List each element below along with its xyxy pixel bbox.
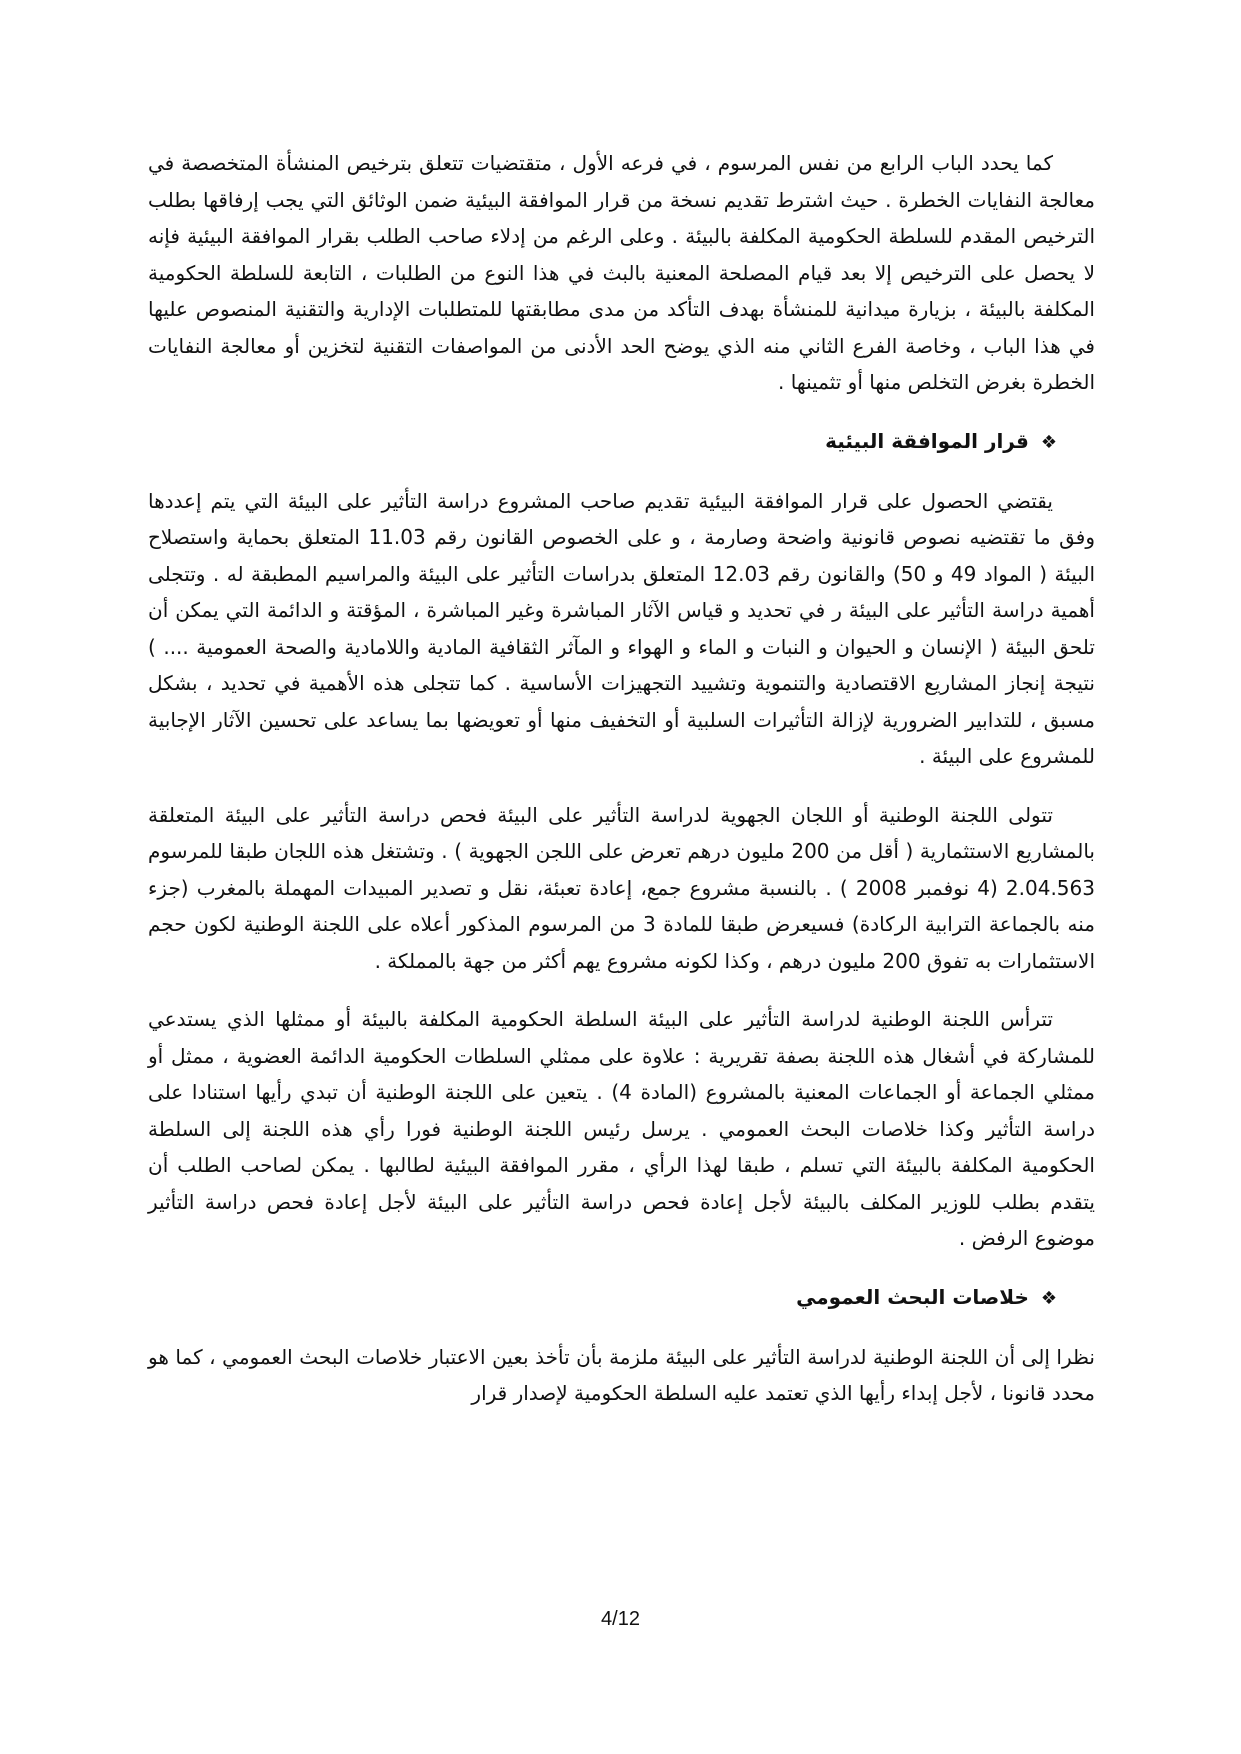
paragraph-national-committee: تترأس اللجنة الوطنية لدراسة التأثير على البيئة السلطة الحكومية المكلفة بالبيئة أو ممثلها الذي يستدعي للمشاركة في أشغال هذه اللجنة بصفة تقريرية : علاوة على ممثلي السلطات الحكومية الدائمة العضوية ، ممثل أو ممثلي الجماعة أو الجماعات المعنية بالمشروع (المادة 4) . يتعين على اللجنة الوطنية أن تبدي رأيها استنادا على دراسة التأثير وكذا خلاصات البحث العمومي . يرسل رئيس اللجنة الوطنية فورا رأي هذه اللجنة إلى السلطة الحكومية المكلفة بالبيئة التي تسلم ، طبقا لهذا الرأي ، مقرر الموافقة البيئية لطالبها . يمكن لصاحب الطلب أن يتقدم بطلب للوزير المكلف بالبيئة لأجل إعادة فحص دراسة التأثير على البيئة لأجل إعادة فحص دراسة التأثير موضوع الرفض . xyxy=(148,1007,1096,1250)
section-heading-label: قرار الموافقة البيئية xyxy=(825,428,1029,453)
section-heading-public-inquiry xyxy=(148,1279,1095,1317)
diamond-bullet-icon: ❖ xyxy=(1040,431,1057,453)
paragraph-impact-study: يقتضي الحصول على قرار الموافقة البيئية تقديم صاحب المشروع دراسة التأثير على البيئة التي يتم إعددها وفق ما تقتضيه نصوص قانونية واضحة وصارمة ، و على الخصوص القانون رقم 11.03 المتعلق بحماية واستصلاح البيئة ( المواد 49 و 50) والقانون رقم 12.03 المتعلق بدراسات التأثير على البيئة والمراسيم المطبقة له . وتتجلى أهمية دراسة التأثير على البيئة ر في تحديد و قياس الآثار المباشرة وغير المباشرة ، المؤقتة و الدائمة التي يمكن أن تلحق البيئة ( الإنسان و الحيوان و النبات و الماء و الهواء و المآثر الثقافية المادية واللامادية والصحة العمومية .... ) نتيجة إنجاز المشاريع الاقتصادية والتنموية وتشييد التجهيزات الأساسية . كما تتجلى هذه الأهمية في تحديد ، بشكل مسبق ، للتدابير الضرورية لإزالة التأثيرات السلبية أو التخفيف منها أو تعويضها بما يساعد على تحسين الآثار الإجابية للمشروع على البيئة . xyxy=(148,488,1096,768)
section-heading-environmental-approval xyxy=(148,423,1095,461)
diamond-bullet-icon: ❖ xyxy=(1040,1287,1057,1309)
paragraph-licensing: كما يحدد الباب الرابع من نفس المرسوم ، في فرعه الأول ، متقتضيات تتعلق بترخيص المنشأة المتخصصة في معالجة النفايات الخطرة . حيث اشترط تقديم نسخة من قرار الموافقة البيئية ضمن الوثائق التي يجب إرفاقها بطلب الترخيص المقدم للسلطة الحكومية المكلفة بالبيئة . وعلى الرغم من إدلاء صاحب الطلب بقرار الموافقة البيئية فإنه لا يحصل على الترخيص إلا بعد قيام المصلحة المعنية بالبث في هذا النوع من الطلبات ، التابعة للسلطة الحكومية المكلفة بالبيئة ، بزيارة ميدانية للمنشأة بهدف التأكد من مدى مطابقتها للمتطلبات الإدارية والتقنية المنصوص عليها في هذا الباب ، وخاصة الفرع الثاني منه الذي يوضح الحد الأدنى من المواصفات التقنية لتخزين أو معالجة النفايات الخطرة بغرض التخلص منها أو تثمينها . xyxy=(148,151,1095,394)
page-number: 4/12 xyxy=(601,1608,640,1630)
paragraph-public-inquiry: نظرا إلى أن اللجنة الوطنية لدراسة التأثير على البيئة ملزمة بأن تأخذ بعين الاعتبار خلاصات البحث العمومي ، كما هو محدد قانونا ، لأجل إبداء رأيها الذي تعتمد عليه السلطة الحكومية لإصدار قرار xyxy=(148,1344,1095,1405)
paragraph-committees: تتولى اللجنة الوطنية أو اللجان الجهوية لدراسة التأثير على البيئة فحص دراسة التأثير على البيئة المتعلقة بالمشاريع الاستثمارية ( أقل من 200 مليون درهم تعرض على اللجن الجهوية ) . وتشتغل هذه اللجان طبقا للمرسوم 2.04.563 (4 نوفمبر 2008 ) . بالنسبة مشروع جمع، إعادة تعبئة، نقل و تصدير المبيدات المهملة بالمغرب (جزء منه بالجماعة الترابية الركادة) فسيعرض طبقا للمادة 3 من المرسوم المذكور أعلاه على اللجنة الوطنية لكون حجم الاستثمارات به تفوق 200 مليون درهم ، وكذا لكونه مشروع يهم أكثر من جهة بالمملكة . xyxy=(148,802,1095,973)
document-body xyxy=(148,145,1095,1434)
section-heading-label: خلاصات البحث العمومي xyxy=(796,1284,1029,1309)
